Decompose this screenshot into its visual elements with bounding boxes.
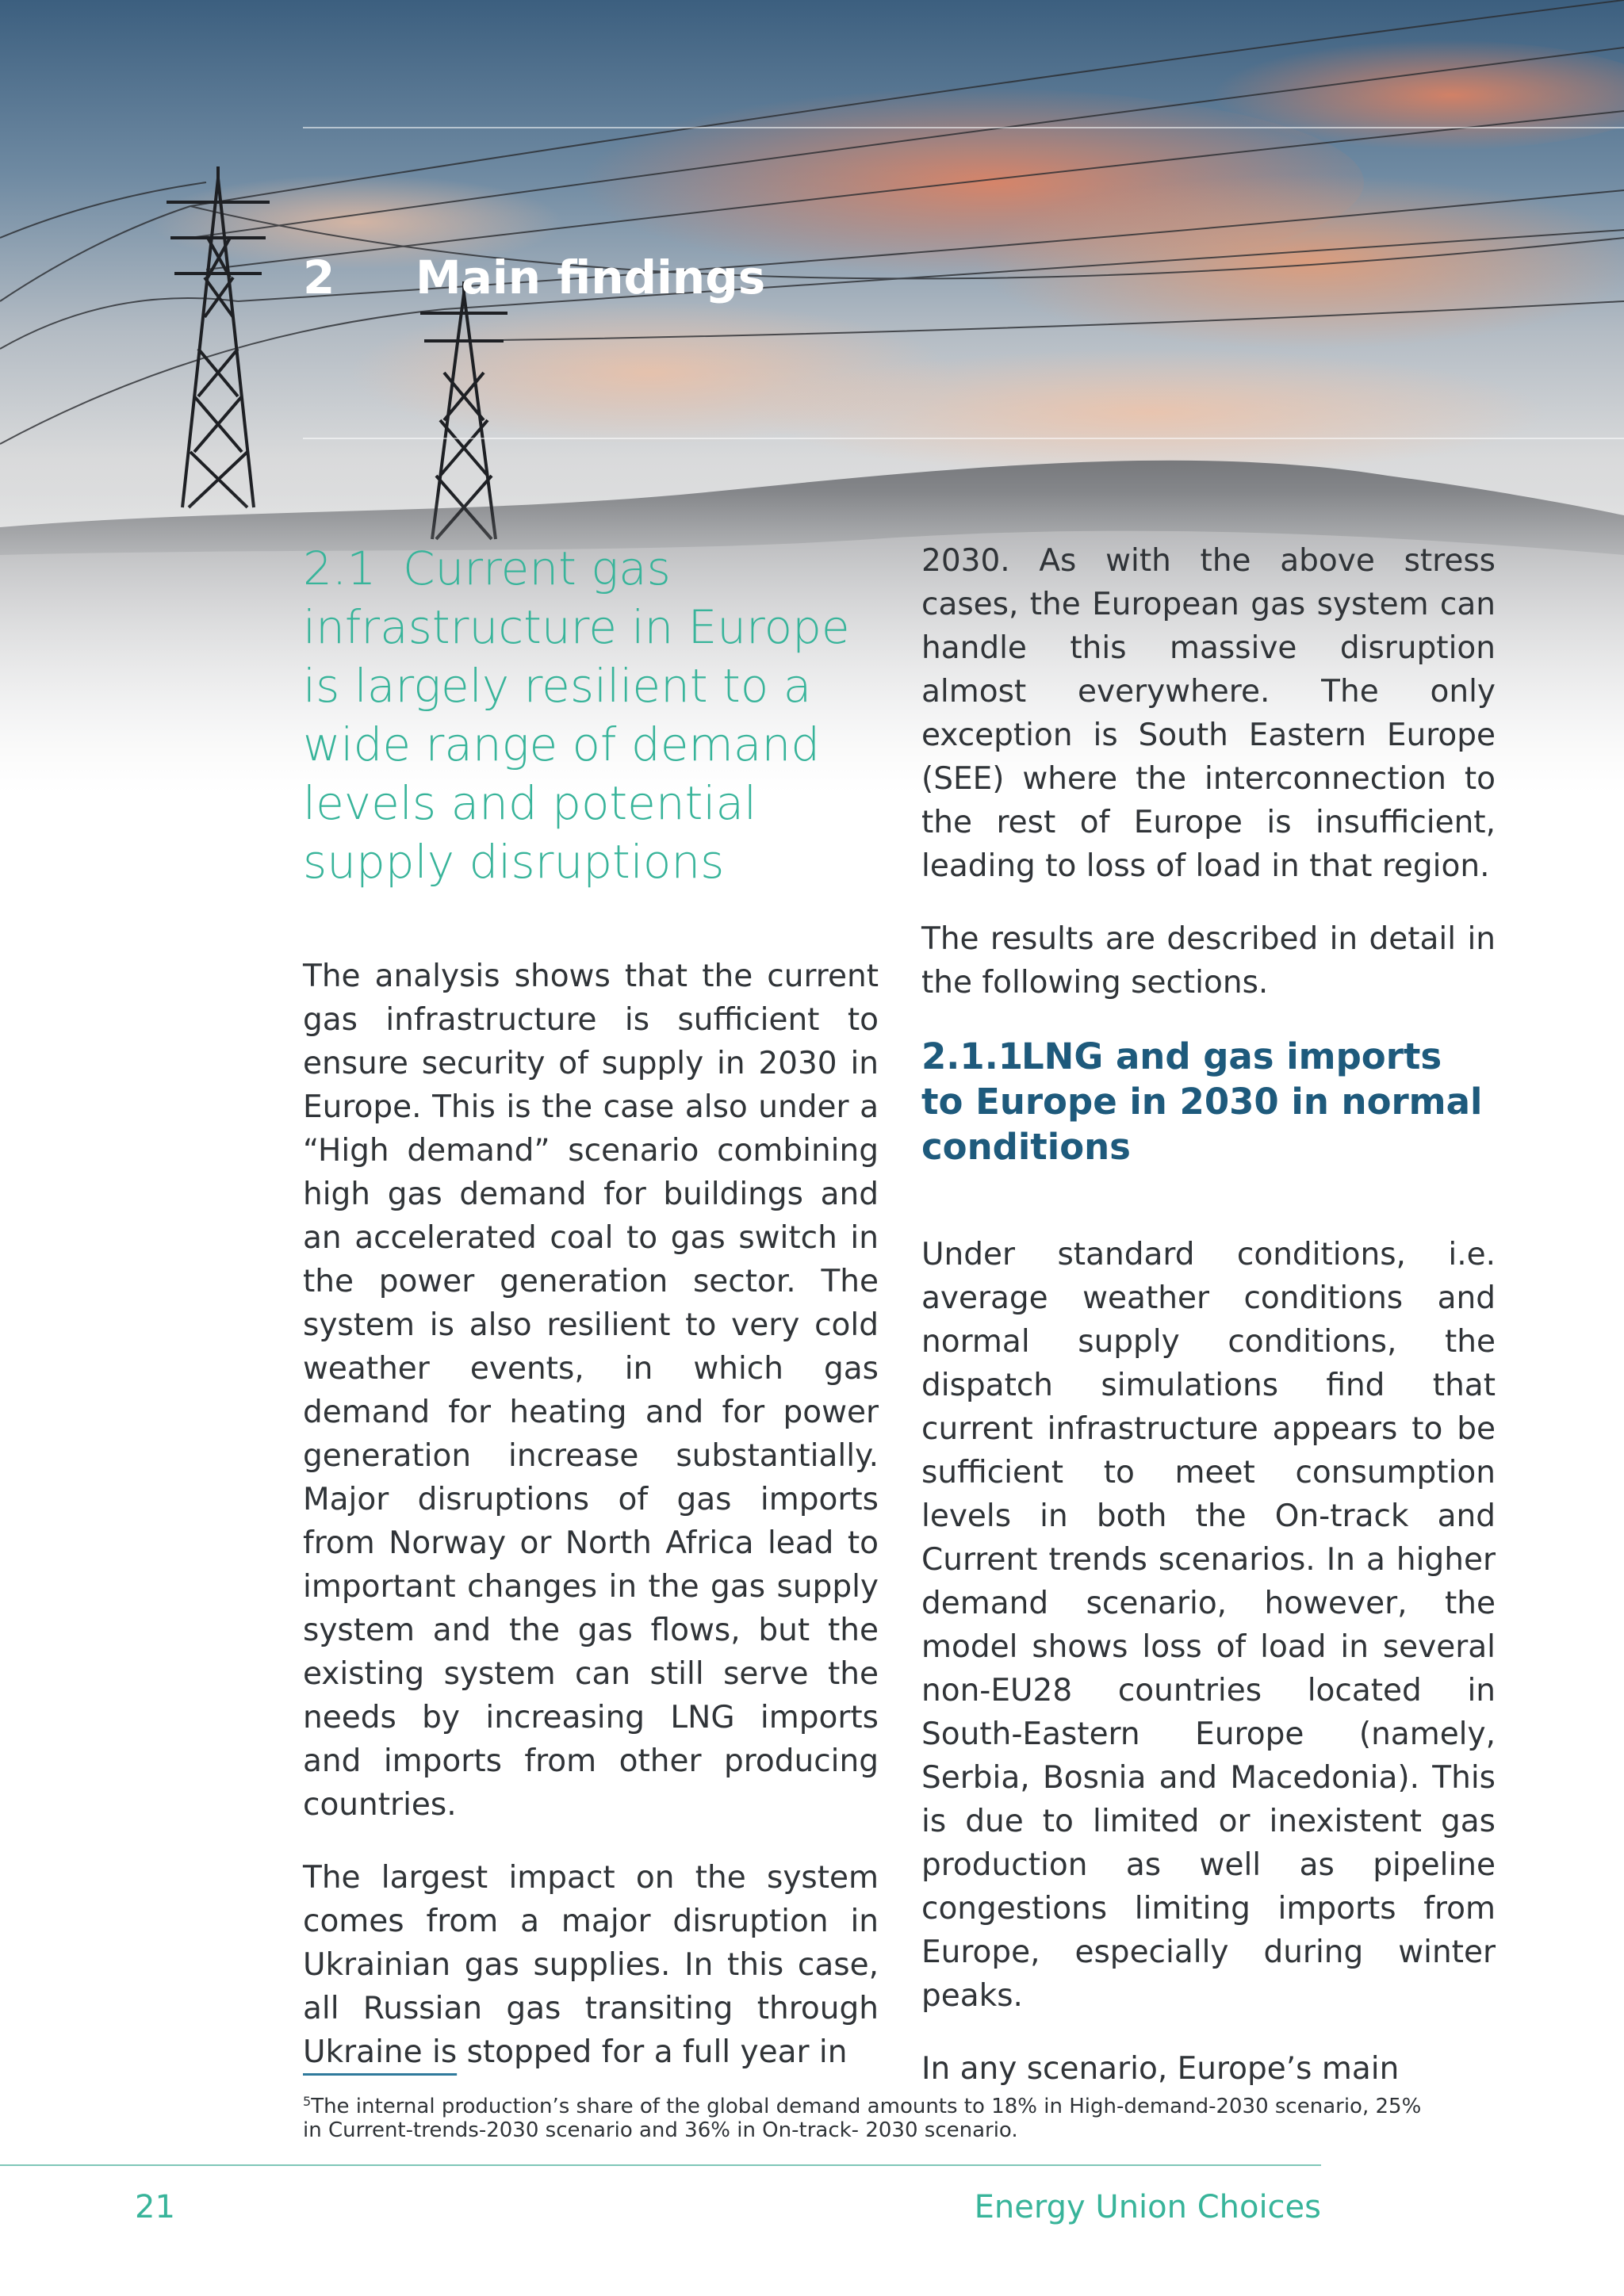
subsection-title: LNG and gas imports to Europe in 2030 in normal conditions <box>921 1035 1483 1168</box>
page-number: 21 <box>135 2189 175 2225</box>
body-paragraph: The results are described in detail in the following sections. <box>921 921 1496 1001</box>
subsection-number: 2.1.1 <box>921 1035 1024 1077</box>
section-title: Current gas infrastructure in Europe is largely resilient to a wide range of demand levels and potential supply disruptions <box>303 541 850 889</box>
chapter-title <box>303 246 765 309</box>
footnote-text: The internal production’s share of the global demand amounts to 18% in High-demand-2030 scenario, 25% in Current-trends-2030 scenario and 36% in On-track- 2030 scenario. <box>303 2095 1422 2142</box>
publication-title: Energy Union Choices <box>974 2189 1321 2225</box>
footnote <box>303 2090 1445 2142</box>
ukraine-link[interactable]: Ukraine is <box>303 2034 458 2070</box>
chapter-number: 2 <box>303 251 335 304</box>
body-paragraph: In any scenario, Europe’s main <box>921 2051 1400 2087</box>
footer-rule <box>0 2164 1321 2166</box>
paragraph-text: stopped for a full year in <box>457 2034 848 2070</box>
paragraph-text: The largest impact on the system comes from a major disruption in Ukrainian gas supplies. In this case, all Russian gas transiting through <box>303 1860 879 2026</box>
body-paragraph: The analysis shows that the current gas infrastructure is sufficient to ensure security of supply in 2030 in Europe. This is the case also under a “High demand” scenario combining high gas demand for buildings and an accelerated coal to gas switch in the power generation sector. The system is also resilient to very cold weather events, in which gas demand for heating and for power generation increase substantially. Major disruptions of gas imports from Norway or North Africa lead to important changes in the gas supply system and the gas flows, but the existing system can still serve the needs by increasing LNG imports and imports from other producing countries. <box>303 959 879 1823</box>
section-heading <box>303 539 879 891</box>
chapter-title-text: Main findings <box>416 251 766 304</box>
hero-rule-top <box>303 127 1624 128</box>
right-column <box>921 539 1496 2120</box>
left-column <box>303 539 879 2103</box>
footnote-marker: 5 <box>303 2094 312 2109</box>
section-number: 2.1 <box>303 541 377 595</box>
body-paragraph <box>303 1856 879 2074</box>
body-paragraph: Under standard conditions, i.e. average weather conditions and normal supply conditions, the dispatch simulations find that current infrastructure appears to be sufficient to meet consumption levels in both the On-track and Current trends scenarios. In a higher demand scenario, however, the model shows loss of load in several non-EU28 countries located in South-Eastern Europe (namely, Serbia, Bosnia and Macedonia). This is due to limited or inexistent gas production as well as pipeline congestions limiting imports from Europe, especially during winter peaks. <box>921 1237 1496 2014</box>
subsection-heading <box>921 1034 1496 1169</box>
body-paragraph: 2030. As with the above stress cases, the European gas system can handle this massive disruption almost everywhere. The only exception is South Eastern Europe (SEE) where the interconnection to the rest of Europe is insufficient, leading to loss of load in that region. <box>921 543 1496 884</box>
hero-rule-bottom <box>303 438 1624 439</box>
